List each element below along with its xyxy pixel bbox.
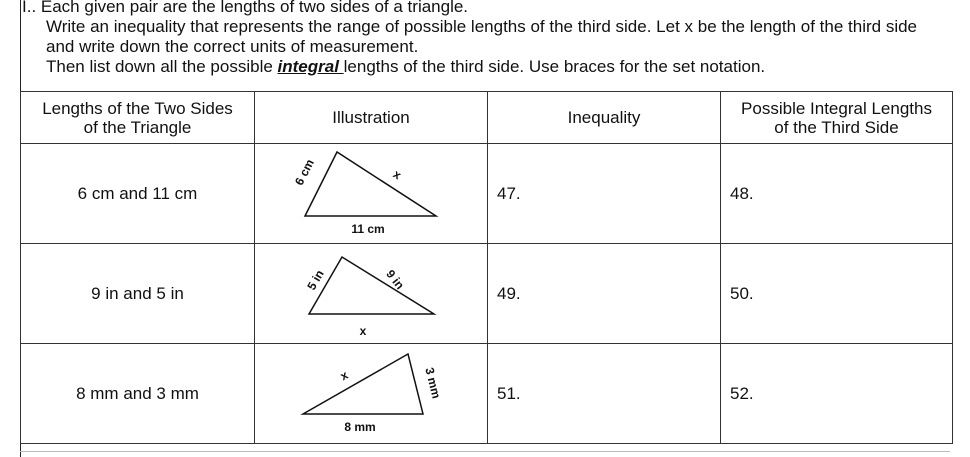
triangle-illustration-1	[286, 144, 456, 238]
table-header-row	[21, 92, 953, 144]
illustration-cell	[255, 244, 488, 344]
side-label-a: 6 cm	[291, 156, 317, 188]
sides-cell: 9 in and 5 in	[21, 244, 255, 344]
instruction-line-1: I.. Each given pair are the lengths of two sides of a triangle.	[22, 0, 469, 16]
illustration-cell	[255, 344, 488, 444]
table-row	[21, 244, 953, 344]
table-row	[21, 144, 953, 244]
instruction-line-3: and write down the correct units of measurement.	[46, 37, 419, 56]
header-integral-lengths	[721, 92, 953, 144]
header-illustration: Illustration	[255, 92, 488, 144]
triangle-shape	[309, 257, 434, 314]
inequality-answer-cell[interactable]: 51.	[488, 344, 721, 444]
instruction-line-4-start: Then list down all the possible	[46, 57, 278, 76]
bottom-rule	[20, 451, 950, 452]
worksheet-table	[20, 91, 953, 444]
triangle-illustration-2	[286, 244, 456, 338]
triangle-shape	[303, 354, 423, 414]
header-lengths-line-1: Lengths of the Two Sides	[42, 98, 233, 118]
instructions	[22, 0, 967, 77]
triangle-illustration-3	[286, 344, 456, 438]
sides-cell: 6 cm and 11 cm	[21, 144, 255, 244]
sides-cell: 8 mm and 3 mm	[21, 344, 255, 444]
table-row	[21, 344, 953, 444]
instruction-line-2: Write an inequality that represents the range of possible lengths of the third side. Let x be the length of the third side	[46, 17, 918, 36]
inequality-answer-cell[interactable]: 49.	[488, 244, 721, 344]
instruction-line-4	[22, 57, 967, 77]
side-label-a: x	[337, 367, 351, 384]
header-integral-line-1: Possible Integral Lengths	[741, 98, 932, 118]
side-label-c: x	[359, 324, 367, 338]
side-label-c: 8 mm	[344, 420, 376, 434]
side-label-b: 3 mm	[422, 366, 444, 400]
side-label-c: 11 cm	[351, 222, 385, 236]
triangle-shape	[305, 152, 436, 216]
header-inequality: Inequality	[488, 92, 721, 144]
side-label-b: x	[390, 166, 404, 183]
instruction-line-4-end: lengths of the third side. Use braces for the set notation.	[343, 57, 766, 76]
integral-answer-cell[interactable]: 52.	[721, 344, 953, 444]
inequality-answer-cell[interactable]: 47.	[488, 144, 721, 244]
integral-answer-cell[interactable]: 50.	[721, 244, 953, 344]
header-integral-line-2: of the Third Side	[774, 117, 899, 137]
header-lengths-line-2: of the Triangle	[83, 117, 192, 137]
side-label-a: 5 in	[304, 267, 327, 293]
integral-emphasis: integral	[277, 57, 344, 76]
header-lengths	[21, 92, 255, 144]
integral-answer-cell[interactable]: 48.	[721, 144, 953, 244]
side-label-b: 9 in	[383, 267, 408, 292]
illustration-cell	[255, 144, 488, 244]
